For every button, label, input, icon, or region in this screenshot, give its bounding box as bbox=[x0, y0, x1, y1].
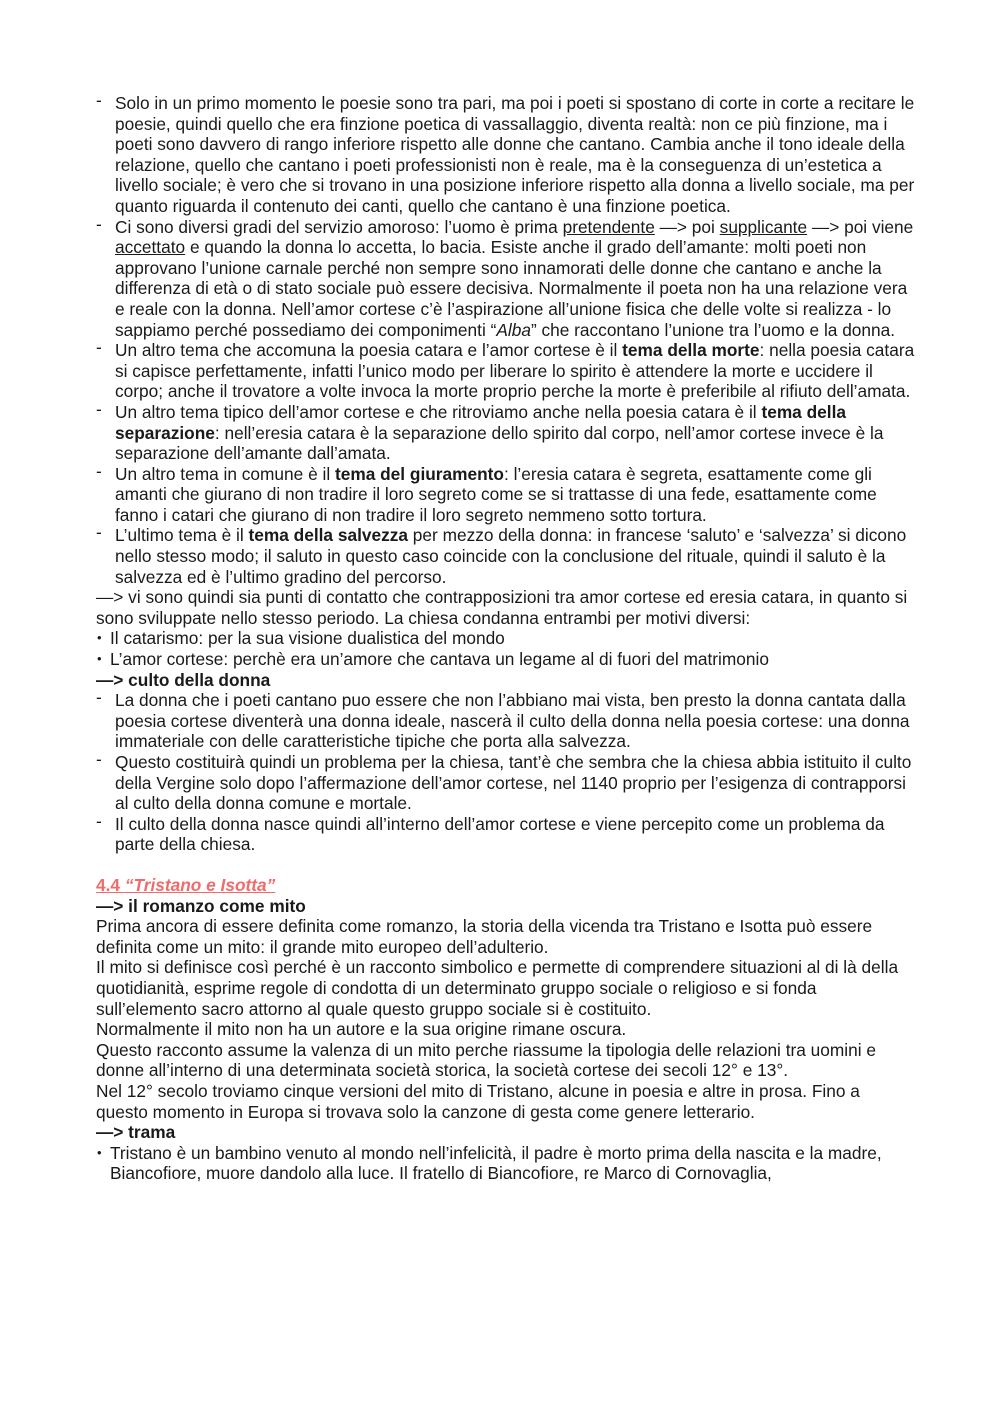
text-run: Un altro tema che accomuna la poesia catara e l’amor cortese è il bbox=[115, 340, 623, 361]
bold-text: tema del giuramento bbox=[334, 463, 504, 484]
text-run: per mezzo della donna: in francese ‘saluto’ e ‘salvezza’ si dicono nello stesso modo; il saluto in questo caso coincide con la conclusione del rituale, quindi il saluto è la salvezza ed è l’ultimo gradino del percorso. bbox=[115, 525, 907, 587]
paragraph bbox=[96, 957, 916, 1019]
bullet-list-item bbox=[96, 649, 916, 670]
bullet-list-item bbox=[96, 628, 916, 649]
paragraph bbox=[96, 1040, 916, 1081]
text-run: Questo costituirà quindi un problema per la chiesa, tant’è che sembra che la chiesa abbia istituito il culto della Vergine solo dopo l’affermazione dell’amor cortese, nel 1140 proprio per l’esigenza di contrapporsi al culto della donna comune e mortale. bbox=[115, 752, 912, 814]
paragraph bbox=[96, 1081, 916, 1122]
bold-text: tema della separazione bbox=[115, 401, 846, 443]
text-run: Un altro tema tipico dell’amor cortese e che ritroviamo anche nella poesia catara è il bbox=[115, 401, 762, 422]
text-run: Nel 12° secolo troviamo cinque versioni del mito di Tristano, alcune in poesia e altre in prosa. Fino a questo momento in Europa si trovava solo la canzone di gesta come genere letterario. bbox=[96, 1080, 860, 1122]
dash-list-item bbox=[96, 814, 916, 855]
underlined-text: supplicante bbox=[719, 216, 808, 237]
italic-text: Alba bbox=[496, 319, 531, 340]
document-page bbox=[96, 93, 916, 1184]
dash-list-item bbox=[96, 525, 916, 587]
dash-list-item bbox=[96, 402, 916, 464]
text-run: Il catarismo: per la sua visione dualistica del mondo bbox=[110, 628, 505, 649]
text-run: —> vi sono quindi sia punti di contatto che contrapposizioni tra amor cortese ed eresia catara, in quanto si sono sviluppate nello stesso periodo. La chiesa condanna entrambi per motivi diversi: bbox=[96, 587, 908, 628]
dash-list-item bbox=[96, 217, 916, 341]
dash-list-item bbox=[96, 752, 916, 814]
text-run: L’amor cortese: perchè era un’amore che cantava un legame al di fuori del matrimonio bbox=[110, 649, 769, 670]
text-run: Ci sono diversi gradi del servizio amoroso: l’uomo è prima bbox=[115, 216, 563, 237]
text-run: 4.4 bbox=[96, 874, 125, 895]
paragraph bbox=[96, 1019, 916, 1040]
underlined-text: pretendente bbox=[562, 216, 655, 237]
italic-text: “Tristano e Isotta” bbox=[124, 874, 276, 895]
text-run: : l’eresia catara è segreta, esattamente come gli amanti che giurano di non tradire il loro segreto come se si trattasse di una fede, esattamente come fanno i catari che giurano di non tradire il loro segreto nemmeno sotto tortura. bbox=[115, 463, 877, 525]
paragraph bbox=[96, 670, 916, 691]
text-run: Normalmente il mito non ha un autore e la sua origine rimane oscura. bbox=[96, 1019, 627, 1040]
paragraph bbox=[96, 1122, 916, 1143]
bold-text: —> culto della donna bbox=[96, 669, 271, 690]
text-run: Un altro tema in comune è il bbox=[115, 463, 335, 484]
bold-text: —> trama bbox=[96, 1122, 176, 1143]
dash-list-item bbox=[96, 93, 916, 217]
bullet-list-item bbox=[96, 1143, 916, 1184]
paragraph bbox=[96, 916, 916, 957]
text-run: Tristano è un bambino venuto al mondo nell’infelicità, il padre è morto prima della nascita e la madre, Biancofiore, muore dandolo alla luce. Il fratello di Biancofiore, re Marco di Cornovaglia, bbox=[110, 1142, 882, 1184]
text-run: —> poi bbox=[654, 216, 720, 237]
underlined-text: accettato bbox=[115, 237, 186, 258]
text-run: : nell’eresia catara è la separazione dello spirito dal corpo, nell’amor cortese invece è la separazione dell’amante dall’amata. bbox=[115, 422, 884, 464]
text-run: L’ultimo tema è il bbox=[115, 525, 249, 546]
text-run: Prima ancora di essere definita come romanzo, la storia della vicenda tra Tristano e Isotta può essere definita come un mito: il grande mito europeo dell’adulterio. bbox=[96, 916, 873, 957]
text-run: ” che raccontano l’unione tra l’uomo e la donna. bbox=[530, 319, 896, 340]
bold-text: —> il romanzo come mito bbox=[96, 895, 306, 916]
dash-list-item bbox=[96, 340, 916, 402]
dash-list-item bbox=[96, 690, 916, 752]
text-run: e quando la donna lo accetta, lo bacia. Esiste anche il grado dell’amante: molti poeti non approvano l’unione carnale perché non sempre sono innamorati delle donne che cantano e anche la differenza di età o di stato sociale può essere decisiva. Normalmente il poeta non ha una relazione vera e reale con la donna. Nell’amor cortese c’è l’aspirazione all’unione fisica che delle volte si realizza - lo sappiamo perché possediamo dei componimenti “ bbox=[115, 237, 908, 340]
bold-text: tema della salvezza bbox=[248, 525, 408, 546]
text-run: La donna che i poeti cantano puo essere che non l’abbiano mai vista, ben presto la donna cantata dalla poesia cortese diventerà una donna ideale, nascerà il culto della donna nella poesia cortese: una donna immateriale con delle caratteristiche tipiche che porta alla salvezza. bbox=[115, 690, 910, 752]
dash-list-item bbox=[96, 464, 916, 526]
text-run: Solo in un primo momento le poesie sono tra pari, ma poi i poeti si spostano di corte in corte a recitare le poesie, quindi quello che era finzione poetica di vassallaggio, diventa realtà: non ce più finzione, ma i poeti sono davvero di rango inferiore rispetto alle donne che cantano. Cambia anche il tono ideale della relazione, quello che cantano i poeti professionisti non è reale, ma è la conseguenza di un’estetica a livello sociale; è vero che si trovano in una posizione inferiore rispetto alla donna a livello sociale, ma per quanto riguarda il contenuto dei canti, quello che cantano è una finzione poetica. bbox=[115, 93, 915, 216]
text-run: —> poi viene bbox=[807, 216, 914, 237]
paragraph bbox=[96, 896, 916, 917]
text-run: Il mito si definisce così perché è un racconto simbolico e permette di comprendere situazioni al di là della quotidianità, esprime regole di condotta di un determinato gruppo sociale o religioso e si fonda sull’elemento sacro attorno al quale questo gruppo sociale si è costituito. bbox=[96, 957, 899, 1019]
section-heading bbox=[96, 875, 916, 896]
text-run: Questo racconto assume la valenza di un mito perche riassume la tipologia delle relazioni tra uomini e donne all’interno di una determinata società storica, la società cortese dei secoli 12° e 13°. bbox=[96, 1039, 876, 1081]
paragraph bbox=[96, 587, 916, 628]
text-run: Il culto della donna nasce quindi all’interno dell’amor cortese e viene percepito come un problema da parte della chiesa. bbox=[115, 813, 885, 855]
text-run: : nella poesia catara si capisce perfettamente, infatti l’unico modo per liberare lo spirito è attendere la morte e uccidere il corpo; anche il trovatore a volte invoca la morte proprio perche la morte è preferibile al rifiuto dell’amata. bbox=[115, 340, 915, 402]
bold-text: tema della morte bbox=[622, 340, 760, 361]
